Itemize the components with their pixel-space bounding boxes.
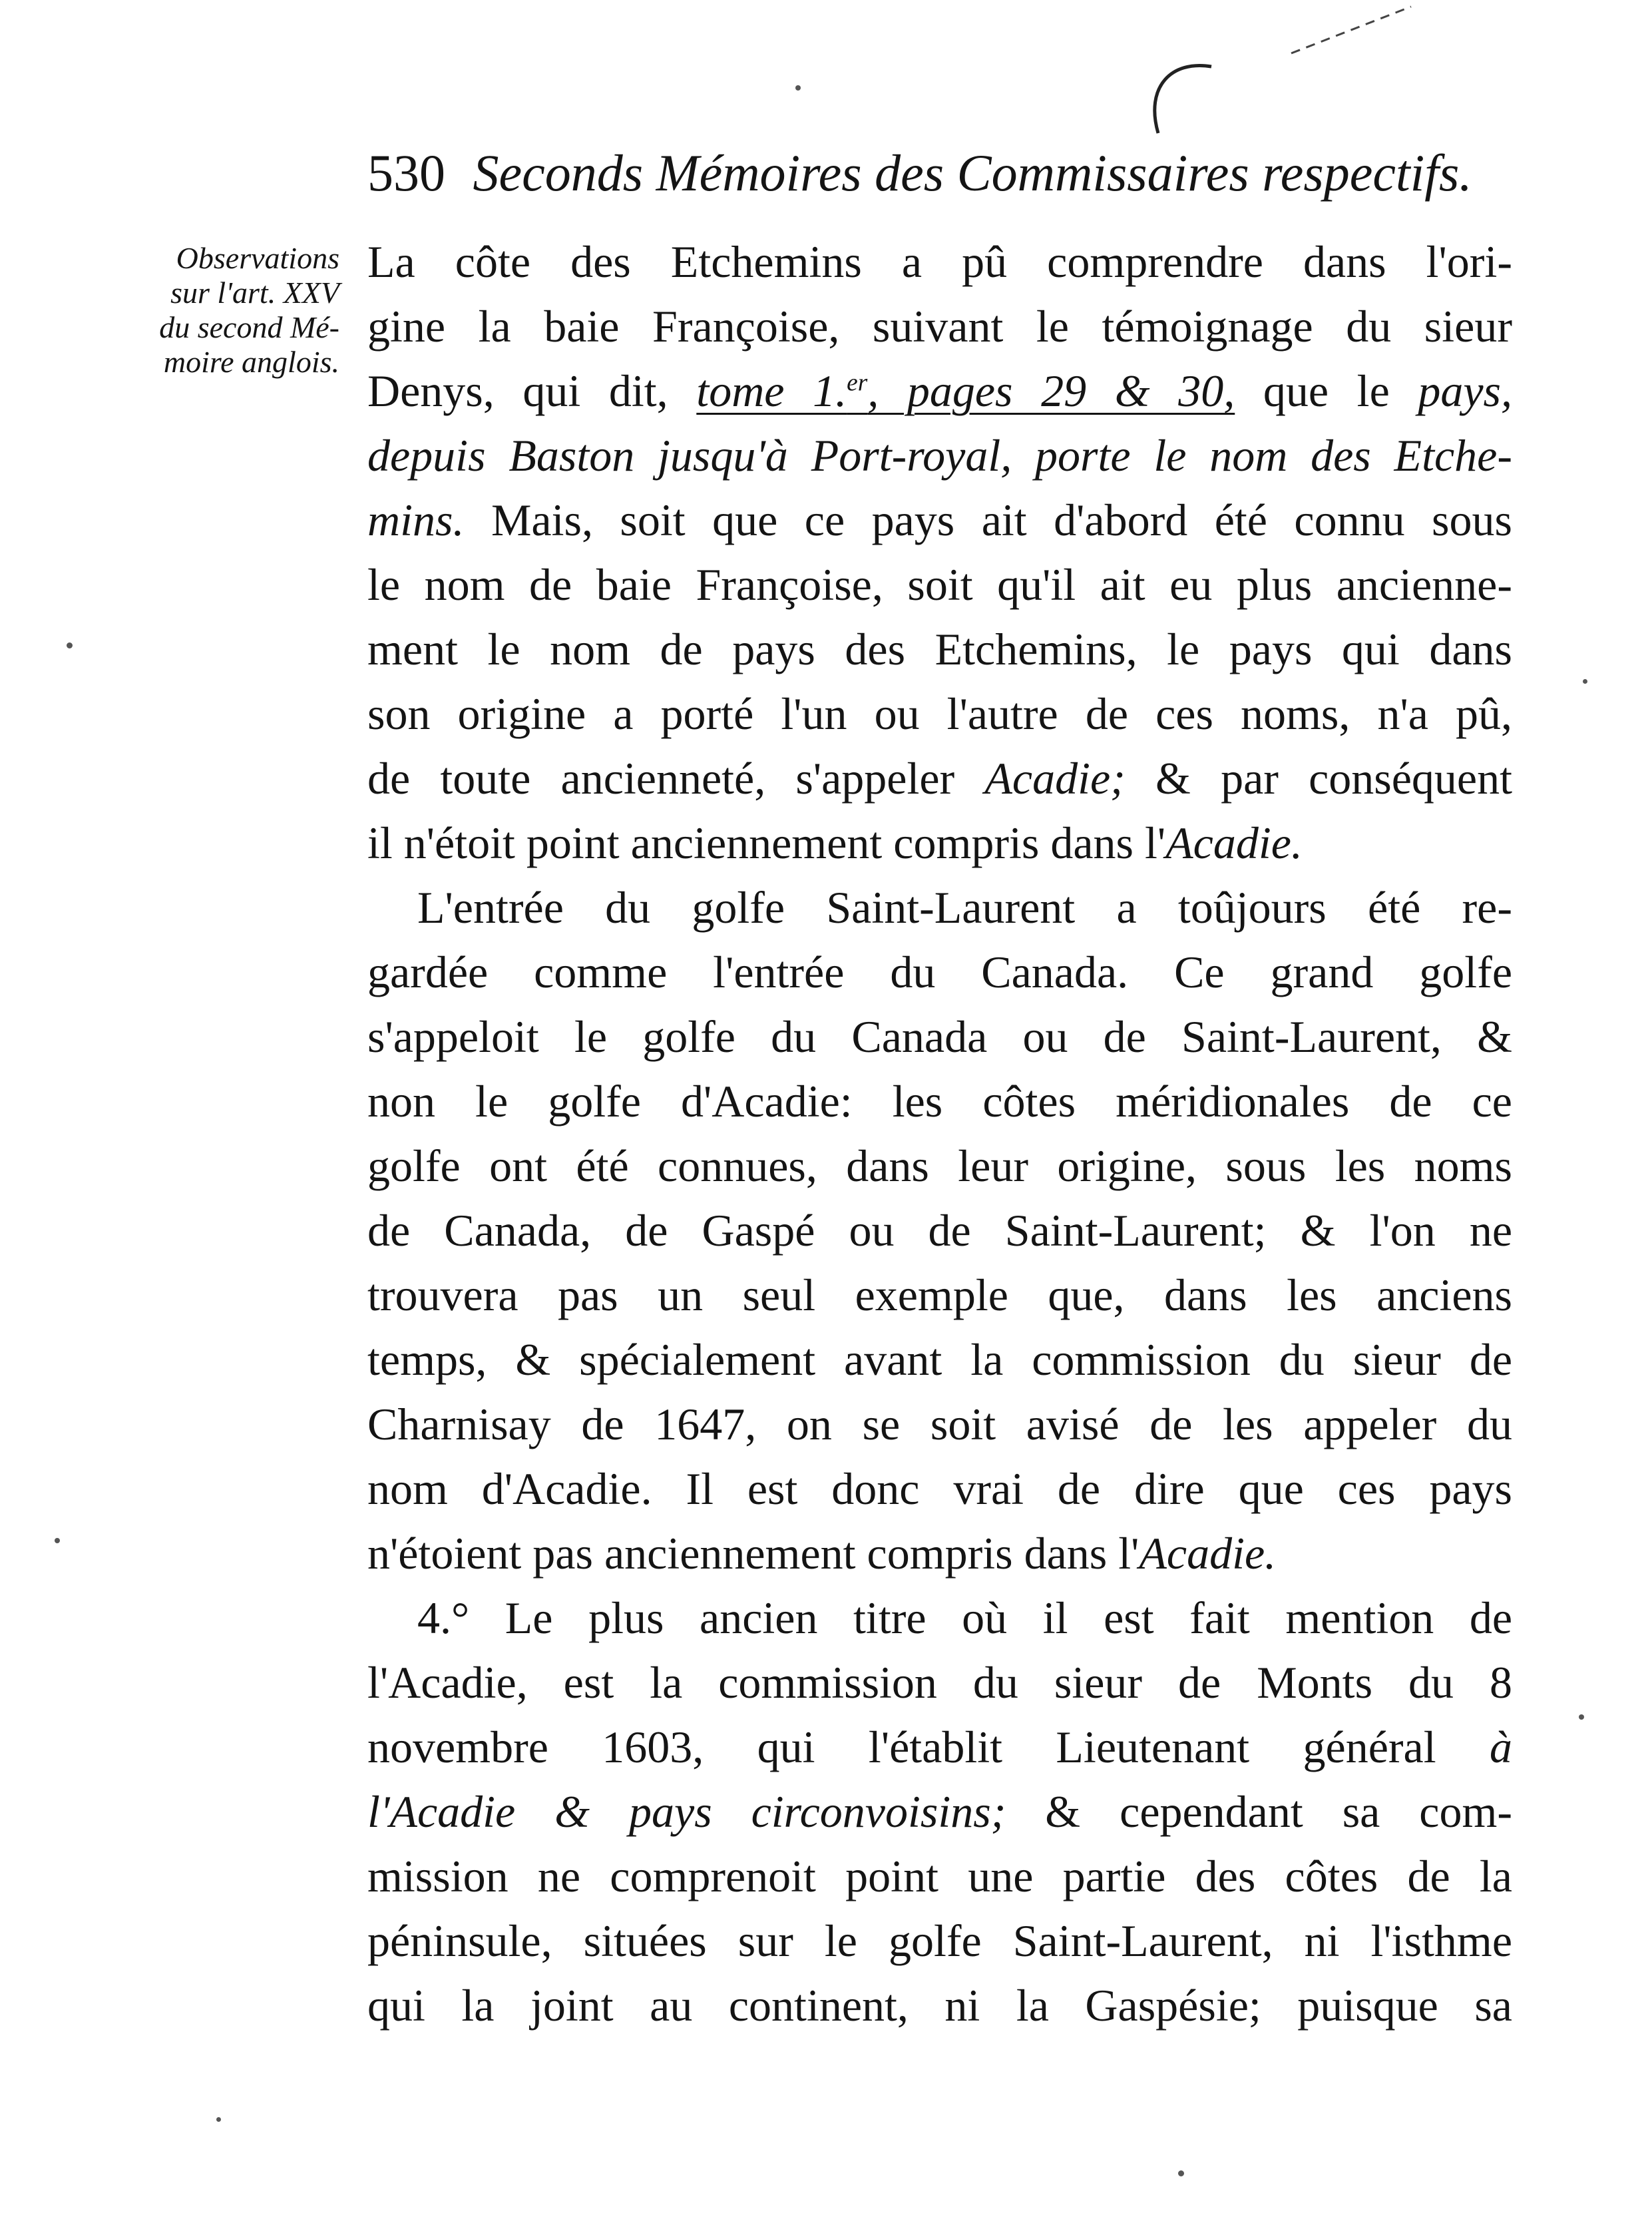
text-line: La côte des Etchemins a pû comprendre dans l'ori- bbox=[367, 236, 1512, 287]
text-segment: que le bbox=[1263, 366, 1390, 416]
text-segment: & cependant sa com- bbox=[1045, 1786, 1513, 1837]
text-line: péninsule, situées sur le golfe Saint-Laurent, ni l'isthme bbox=[367, 1915, 1512, 1966]
margin-note-line: moire anglois. bbox=[163, 345, 339, 379]
citation-reference: tome 1.$^{er}$, pages 29 & 30, bbox=[696, 366, 1235, 416]
text-line: gine la baie Françoise, suivant le témoignage du sieur bbox=[367, 301, 1512, 352]
text-line: gardée comme l'entrée du Canada. Ce grand golfe bbox=[367, 947, 1512, 997]
text-line bbox=[367, 746, 1512, 811]
scan-speck bbox=[1579, 1714, 1584, 1720]
text-line bbox=[367, 1715, 1512, 1780]
text-line: s'appeloit le golfe du Canada ou de Saint-Laurent, & bbox=[367, 1011, 1512, 1062]
text-line bbox=[367, 488, 1512, 553]
text-line: temps, & spécialement avant la commission du sieur de bbox=[367, 1334, 1512, 1385]
scan-speck bbox=[1178, 2170, 1184, 2176]
italic-quote: l'Acadie & pays circonvoisins; bbox=[367, 1786, 1006, 1837]
pen-mark-decoration bbox=[1132, 47, 1358, 166]
text-line: Charnisay de 1647, on se soit avisé de les appeler du bbox=[367, 1399, 1512, 1449]
italic-term: à bbox=[1490, 1722, 1513, 1772]
text-line: l'Acadie, est la commission du sieur de Monts du 8 bbox=[367, 1657, 1512, 1708]
text-line: golfe ont été connues, dans leur origine, sous les noms bbox=[367, 1140, 1512, 1191]
margin-note-line: Observations bbox=[176, 241, 339, 275]
text-line-quote: depuis Baston jusqu'à Port-royal, porte le nom des Etche- bbox=[367, 430, 1512, 481]
scan-speck bbox=[55, 1538, 60, 1543]
text-segment: Denys, qui dit, bbox=[367, 366, 668, 416]
italic-term: Acadie; bbox=[984, 753, 1126, 804]
text-line bbox=[367, 811, 1512, 875]
italic-quote: mins. bbox=[367, 495, 465, 545]
scan-speck bbox=[67, 642, 73, 648]
text-line: nom d'Acadie. Il est donc vrai de dire que ces pays bbox=[367, 1463, 1512, 1514]
text-line: de Canada, de Gaspé ou de Saint-Laurent; & l'on ne bbox=[367, 1205, 1512, 1256]
scan-speck bbox=[1583, 679, 1587, 684]
text-line bbox=[367, 1780, 1512, 1844]
text-line: le nom de baie Françoise, soit qu'il ait eu plus anciennе- bbox=[367, 559, 1512, 610]
page-number: 530 bbox=[367, 144, 445, 202]
text-line bbox=[367, 1521, 1512, 1586]
italic-term: Acadie. bbox=[1139, 1528, 1277, 1579]
pen-mark-decoration bbox=[1285, 0, 1418, 60]
scan-speck bbox=[216, 2117, 221, 2122]
text-line bbox=[367, 359, 1512, 423]
text-line: son origine a porté l'un ou l'autre de ces noms, n'a pû, bbox=[367, 688, 1512, 739]
margin-note-line: du second Mé- bbox=[159, 310, 339, 344]
italic-quote: pays, bbox=[1418, 366, 1513, 416]
text-segment: n'étoient pas anciennement compris dans l' bbox=[367, 1528, 1139, 1579]
body-text bbox=[367, 230, 1512, 2038]
text-line: 4.° Le plus ancien titre où il est fait mention de bbox=[417, 1593, 1512, 1643]
text-line: L'entrée du golfe Saint-Laurent a toûjours été re- bbox=[417, 882, 1512, 933]
italic-term: Acadie. bbox=[1165, 818, 1303, 868]
text-line: ment le nom de pays des Etchemins, le pays qui dans bbox=[367, 624, 1512, 674]
margin-note bbox=[100, 241, 339, 379]
text-segment: il n'étoit point anciennement compris dans l' bbox=[367, 818, 1166, 868]
scan-speck bbox=[795, 85, 801, 91]
margin-note-line: sur l'art. XXV bbox=[170, 276, 339, 310]
text-line: non le golfe d'Acadie: les côtes méridionales de ce bbox=[367, 1076, 1512, 1126]
text-segment: & par conséquent bbox=[1155, 753, 1513, 804]
text-line: qui la joint au continent, ni la Gaspésie; puisque sa bbox=[367, 1980, 1512, 2031]
text-line: trouvera pas un seul exemple que, dans les anciens bbox=[367, 1270, 1512, 1320]
text-segment: Mais, soit que ce pays ait d'abord été connu sous bbox=[491, 495, 1512, 545]
text-segment: de toute ancienneté, s'appeler bbox=[367, 753, 955, 804]
text-line: mission ne comprenoit point une partie des côtes de la bbox=[367, 1851, 1512, 1901]
text-segment: novembre 1603, qui l'établit Lieutenant général bbox=[367, 1722, 1436, 1772]
running-title: Seconds Mémoires des Commissaires respectifs. bbox=[473, 144, 1472, 202]
